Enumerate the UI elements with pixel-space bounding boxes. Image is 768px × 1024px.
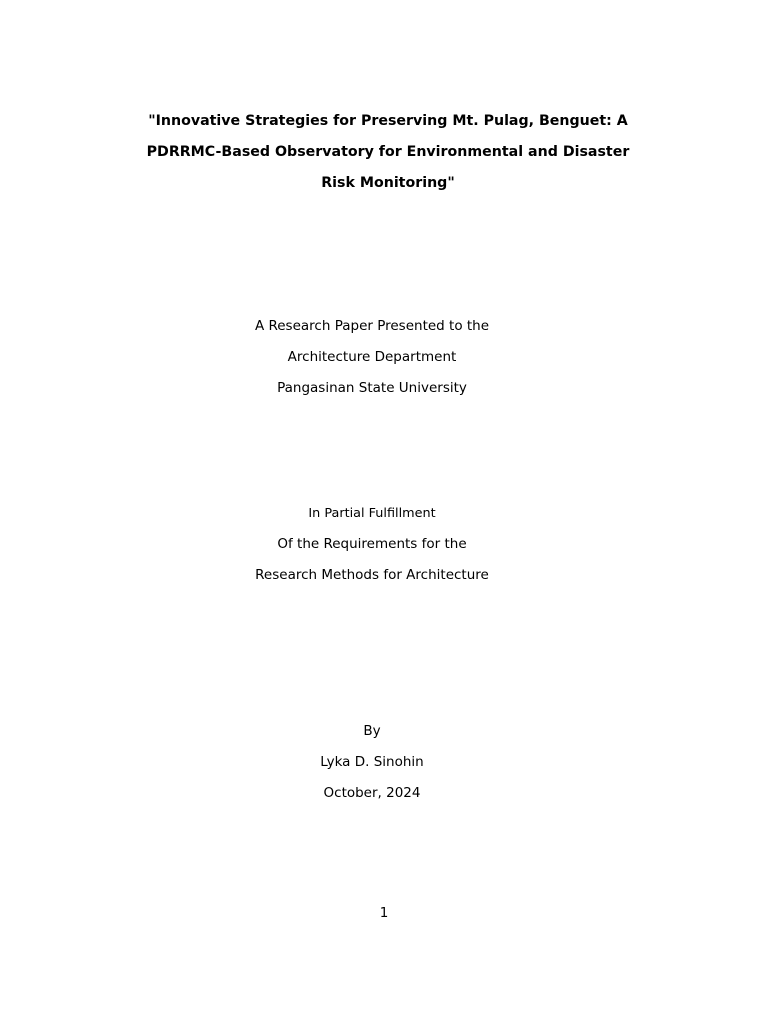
fulfillment-line-2: Of the Requirements for the — [277, 536, 467, 552]
fulfillment-line-3: Research Methods for Architecture — [255, 567, 489, 583]
fulfillment-line-1: In Partial Fulfillment — [308, 506, 436, 521]
presented-line-3: Pangasinan State University — [277, 380, 467, 396]
page-number: 1 — [379, 905, 389, 921]
title-line-2: PDRRMC-Based Observatory for Environmental and Disaster — [146, 144, 630, 160]
presented-line-2: Architecture Department — [287, 349, 457, 365]
title-line-3: Risk Monitoring" — [321, 175, 455, 191]
presented-line-1: A Research Paper Presented to the — [254, 318, 490, 334]
author-name: Lyka D. Sinohin — [320, 754, 424, 770]
by-label: By — [363, 723, 381, 739]
submission-date: October, 2024 — [323, 785, 421, 801]
title-line-1: "Innovative Strategies for Preserving Mt. Pulag, Benguet: A — [148, 113, 628, 129]
